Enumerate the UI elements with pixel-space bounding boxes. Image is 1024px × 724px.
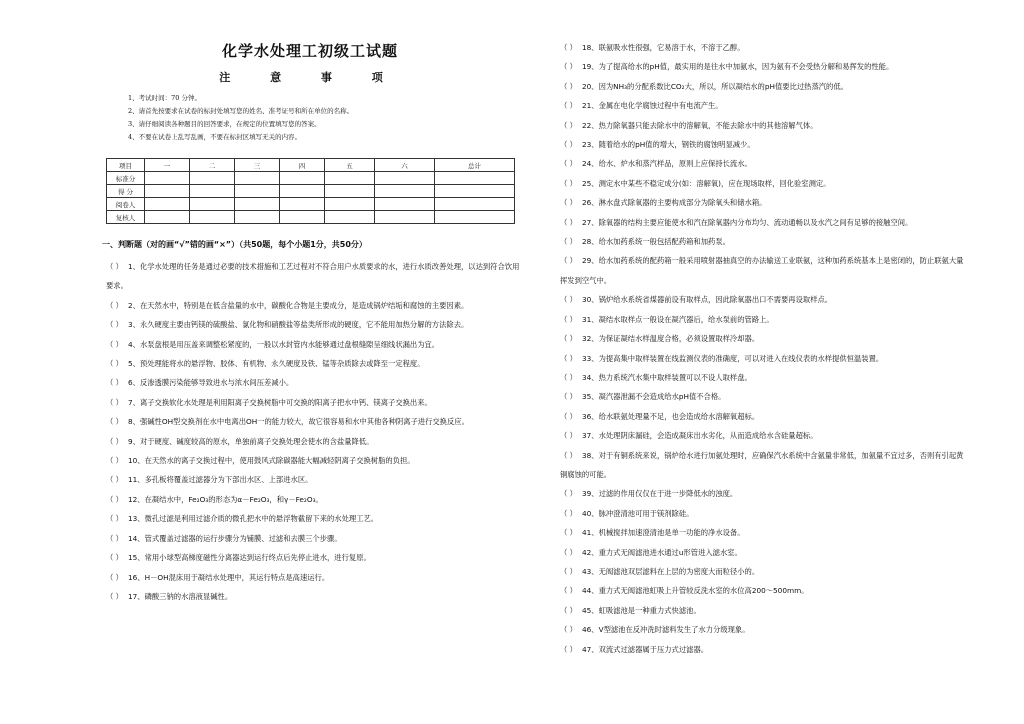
- answer-blank[interactable]: （ ）: [560, 178, 577, 188]
- answer-blank[interactable]: （ ）: [560, 392, 577, 402]
- score-cell[interactable]: [145, 211, 190, 224]
- question-item: [106, 548, 520, 567]
- score-cell[interactable]: [145, 198, 190, 211]
- row-label: 复核人: [107, 211, 145, 224]
- answer-blank[interactable]: （ ）: [560, 334, 577, 344]
- answer-blank[interactable]: （ ）: [106, 475, 123, 485]
- score-row: [107, 185, 515, 198]
- score-cell[interactable]: [190, 172, 235, 185]
- note-item: 4、不要在试卷上乱写乱画，不要在标封区填写无关的内容。: [128, 133, 302, 141]
- notice-heading: 注 意 事 项: [219, 71, 401, 84]
- answer-blank[interactable]: （ ）: [106, 397, 123, 407]
- question-text: 16、H－OH混床用于凝结水处理中，其运行特点是高速运行。: [128, 572, 330, 582]
- score-cell[interactable]: [325, 185, 375, 198]
- answer-blank[interactable]: （ ）: [106, 553, 123, 563]
- question-item: [560, 135, 970, 154]
- question-item: [560, 116, 970, 135]
- question-item: [560, 38, 970, 57]
- question-text: 41、机械搅拌加速澄清池是单一功能的净水设备。: [582, 528, 745, 538]
- answer-blank[interactable]: （ ）: [560, 566, 577, 576]
- answer-blank[interactable]: （ ）: [560, 411, 577, 421]
- note-item: 1、考试时间：70 分钟。: [128, 94, 201, 102]
- score-cell[interactable]: [190, 198, 235, 211]
- score-cell[interactable]: [235, 172, 280, 185]
- question-item: [106, 412, 520, 431]
- score-header-row: [107, 159, 515, 172]
- answer-blank[interactable]: （ ）: [560, 256, 577, 266]
- answer-blank[interactable]: （ ）: [106, 456, 123, 466]
- header-cell: 四: [280, 159, 325, 172]
- answer-blank[interactable]: （ ）: [560, 586, 577, 596]
- answer-blank[interactable]: （ ）: [106, 572, 123, 582]
- answer-blank[interactable]: （ ）: [560, 295, 577, 305]
- answer-blank[interactable]: （ ）: [560, 237, 577, 247]
- score-cell[interactable]: [375, 172, 435, 185]
- score-cell[interactable]: [435, 211, 515, 224]
- answer-blank[interactable]: （ ）: [560, 431, 577, 441]
- question-item: [560, 581, 970, 600]
- question-text: 42、重力式无阀滤池进水通过u形管进入滤水室。: [582, 547, 742, 557]
- question-item: [560, 601, 970, 620]
- question-text: 32、为保证凝结水样温度合格，必须设置取样冷却器。: [582, 334, 760, 344]
- question-item: [560, 232, 970, 251]
- question-item: [560, 523, 970, 542]
- score-cell[interactable]: [235, 198, 280, 211]
- question-item: [106, 296, 520, 315]
- score-cell[interactable]: [325, 172, 375, 185]
- answer-blank[interactable]: （ ）: [106, 262, 123, 271]
- question-item: [106, 257, 520, 296]
- question-text: 29、给水加药系统的配药箱一般采用喷射器抽真空的办法输送工业联氨，这种加药系统基本上是密闭的，防止联氨大量挥发到空气中。: [560, 256, 964, 285]
- answer-blank[interactable]: （ ）: [560, 605, 577, 615]
- question-item: [106, 529, 520, 548]
- answer-blank[interactable]: （ ）: [560, 547, 577, 557]
- answer-blank[interactable]: （ ）: [560, 217, 577, 227]
- notes-list: [128, 92, 508, 144]
- question-item: [106, 451, 520, 470]
- question-item: [560, 543, 970, 562]
- section-title: 一、判断题（对的画“√”错的画“×”）（共50题，每个小题1分，共50分）: [102, 240, 367, 249]
- question-item: [560, 368, 970, 387]
- row-label: 阅卷人: [107, 198, 145, 211]
- question-text: 35、凝汽器泄漏不会造成给水pH值不合格。: [582, 392, 726, 402]
- score-cell[interactable]: [375, 211, 435, 224]
- question-text: 36、给水联氨处理量不足，也会造成给水溶解氧超标。: [582, 411, 760, 421]
- answer-blank[interactable]: （ ）: [106, 533, 123, 543]
- header-cell: 五: [325, 159, 375, 172]
- answer-blank[interactable]: （ ）: [560, 625, 577, 635]
- answer-blank[interactable]: （ ）: [106, 300, 123, 310]
- question-list-right: [560, 38, 970, 659]
- answer-blank[interactable]: （ ）: [560, 198, 577, 208]
- answer-blank[interactable]: （ ）: [106, 339, 123, 349]
- score-cell[interactable]: [280, 185, 325, 198]
- question-item: [560, 426, 970, 445]
- header-cell: 六: [375, 159, 435, 172]
- question-item: [560, 349, 970, 368]
- question-item: [560, 251, 970, 290]
- score-cell[interactable]: [325, 211, 375, 224]
- question-text: 24、给水、炉水和蒸汽样品，原则上应保持长流水。: [582, 159, 752, 169]
- question-item: [560, 620, 970, 639]
- question-item: [560, 310, 970, 329]
- question-text: 7、离子交换软化水处理是利用阳离子交换树脂中可交换的阳离子把水中钙、镁离子交换出来。: [128, 397, 432, 407]
- answer-blank[interactable]: （ ）: [560, 120, 577, 130]
- question-item: [106, 509, 520, 528]
- score-table: [106, 158, 515, 224]
- question-text: 47、双流式过滤器属于压力式过滤器。: [582, 644, 709, 654]
- question-text: 22、热力除氧器只能去除水中的溶解氧，不能去除水中的其他溶解气体。: [582, 120, 818, 130]
- question-item: [106, 373, 520, 392]
- answer-blank[interactable]: （ ）: [560, 508, 577, 518]
- question-item: [560, 329, 970, 348]
- question-text: 13、微孔过滤是利用过滤介质的微孔把水中的悬浮物截留下来的水处理工艺。: [128, 514, 379, 524]
- score-row: [107, 211, 515, 224]
- answer-blank[interactable]: （ ）: [106, 514, 123, 524]
- question-text: 40、脉冲澄清池可用于镁剂除硅。: [582, 508, 694, 518]
- answer-blank[interactable]: （ ）: [106, 417, 123, 427]
- answer-blank[interactable]: （ ）: [106, 591, 123, 601]
- row-label: 标准分: [107, 172, 145, 185]
- question-text: 39、过滤的作用仅仅在于进一步降低水的浊度。: [582, 489, 738, 499]
- score-cell[interactable]: [235, 185, 280, 198]
- header-cell: 三: [235, 159, 280, 172]
- score-cell[interactable]: [280, 211, 325, 224]
- score-cell[interactable]: [280, 172, 325, 185]
- answer-blank[interactable]: （ ）: [106, 320, 123, 330]
- question-item: [106, 315, 520, 334]
- question-item: [560, 562, 970, 581]
- question-item: [106, 393, 520, 412]
- question-text: 43、无阀滤池双层滤料在上层的为密度大而粒径小的。: [582, 566, 760, 576]
- question-item: [560, 484, 970, 503]
- question-text: 17、磷酸三钠的水溶液显碱性。: [128, 591, 233, 601]
- header-cell: 一: [145, 159, 190, 172]
- answer-blank[interactable]: （ ）: [560, 43, 577, 52]
- question-item: [560, 504, 970, 523]
- question-text: 11、多孔板将覆盖过滤器分为下部出水区、上部进水区。: [128, 475, 313, 485]
- question-text: 23、随着给水的pH值的增大，钢铁的腐蚀明显减少。: [582, 140, 755, 150]
- question-text: 26、淋水盘式除氧器的主要构成部分为除氧头和储水箱。: [582, 198, 767, 208]
- question-text: 38、对于有铜系统来说，锅炉给水进行加氨处理时，应确保汽水系统中含氨量非常低，加氨量不宜过多，否则有引起黄铜腐蚀的可能。: [560, 450, 964, 479]
- question-text: 12、在凝结水中，Fe₂O₃的形态为α－Fe₂O₃，和γ－Fe₂O₃。: [128, 494, 323, 504]
- question-text: 28、给水加药系统一般包括配药箱和加药泵。: [582, 237, 730, 247]
- question-item: [560, 407, 970, 426]
- score-cell[interactable]: [435, 185, 515, 198]
- question-item: [560, 640, 970, 659]
- question-text: 46、V型滤池在反冲洗时滤料发生了水力分级现象。: [582, 625, 750, 635]
- question-item: [560, 193, 970, 212]
- question-text: 6、反渗透膜污染能够导致进水与浓水间压差减小。: [128, 378, 294, 388]
- answer-blank[interactable]: （ ）: [106, 494, 123, 504]
- question-text: 5、预处理能将水的悬浮物、胶体、有机物、永久硬度及铁、锰等杂质除去或降至一定程度。: [128, 359, 425, 369]
- answer-blank[interactable]: （ ）: [560, 450, 577, 460]
- question-item: [560, 57, 970, 76]
- question-text: 15、常用小球型高梯度磁性分离器达到运行终点后先停止进水，进行复原。: [128, 553, 371, 563]
- score-cell[interactable]: [280, 198, 325, 211]
- question-item: [106, 587, 520, 606]
- note-item: 2、请首先按要求在试卷的标封处填写您的姓名、准考证号和所在单位的名称。: [128, 107, 354, 115]
- header-cell: 二: [190, 159, 235, 172]
- question-text: 1、化学水处理的任务是通过必要的技术措施和工艺过程对不符合用户水质要求的水，进行水质改善处理，以达到符合饮用要求。: [106, 262, 520, 291]
- question-text: 3、永久硬度主要由钙镁的硫酸盐、氯化物和硝酸盐等盐类所形成的硬度，它不能用加热分解的方法除去。: [128, 320, 469, 330]
- answer-blank[interactable]: （ ）: [560, 489, 577, 499]
- question-text: 37、水处理阴床漏硅，会造成凝床出水劣化，从而造成给水含硅量超标。: [582, 431, 818, 441]
- score-row: [107, 172, 515, 185]
- score-cell[interactable]: [145, 172, 190, 185]
- question-item: [106, 335, 520, 354]
- question-item: [560, 174, 970, 193]
- score-cell[interactable]: [190, 185, 235, 198]
- question-text: 19、为了提高给水的pH值，最实用的是往水中加氨水，因为氨有不会受热分解和易挥发的性能。: [582, 62, 894, 72]
- question-item: [560, 96, 970, 115]
- question-list-left: [106, 257, 520, 606]
- answer-blank[interactable]: （ ）: [560, 528, 577, 538]
- score-row: [107, 198, 515, 211]
- question-item: [560, 290, 970, 309]
- note-item: 3、请仔细阅读各种题目的回答要求，在规定的位置填写您的答案。: [128, 120, 321, 128]
- answer-blank[interactable]: （ ）: [560, 644, 577, 654]
- score-cell[interactable]: [325, 198, 375, 211]
- answer-blank[interactable]: （ ）: [560, 314, 577, 324]
- question-text: 4、水泵盘根是用压盖来调整松紧度的，一般以水封管内水能够通过盘根缝隙呈细线状漏出为宜。: [128, 339, 440, 349]
- score-cell[interactable]: [375, 185, 435, 198]
- answer-blank[interactable]: （ ）: [560, 62, 577, 72]
- question-text: 18、联氨吸水性很强，它易溶于水，不溶于乙醇。: [582, 43, 745, 52]
- question-text: 10、在天然水的离子交换过程中，使用鼓风式除碳器能大幅减轻阴离子交换树脂的负担。: [128, 456, 415, 466]
- question-text: 2、在天然水中，特别是在低含盐量的水中，碳酸化合物是主要成分，是造成锅炉结垢和腐蚀的主要因素。: [128, 300, 469, 310]
- question-text: 44、重力式无阀滤池虹吸上升管较反洗水室的水位高200～500mm。: [582, 586, 809, 596]
- question-text: 14、管式覆盖过滤器的运行步骤分为铺膜、过滤和去膜三个步骤。: [128, 533, 342, 543]
- score-cell[interactable]: [190, 211, 235, 224]
- question-item: [560, 77, 970, 96]
- question-item: [106, 354, 520, 373]
- question-text: 45、虹吸滤池是一种重力式快滤池。: [582, 605, 701, 615]
- question-text: 33、为提高集中取样装置在线监测仪表的准确度，可以对进入在线仪表的水样提供恒温装置。: [582, 353, 884, 363]
- question-text: 25、测定水中某些不稳定成分(如：溶解氧)，应在现场取样，回化验室测定。: [582, 178, 831, 188]
- question-text: 9、对于硬度、碱度较高的原水，单独前离子交换处理会使水的含盐量降低。: [128, 436, 374, 446]
- question-item: [560, 387, 970, 406]
- answer-blank[interactable]: （ ）: [106, 436, 123, 446]
- exam-title: 化学水处理工初级工试题: [221, 42, 398, 60]
- question-text: 34、热力系统汽水集中取样装置可以不设人取样盘。: [582, 372, 752, 382]
- question-item: [106, 568, 520, 587]
- header-cell: 项目: [107, 159, 145, 172]
- question-item: [106, 490, 520, 509]
- score-cell[interactable]: [375, 198, 435, 211]
- answer-blank[interactable]: （ ）: [560, 353, 577, 363]
- answer-blank[interactable]: （ ）: [560, 81, 577, 91]
- question-text: 21、金属在电化学腐蚀过程中有电流产生。: [582, 101, 723, 111]
- score-cell[interactable]: [435, 198, 515, 211]
- header-cell: 总计: [435, 159, 515, 172]
- answer-blank[interactable]: （ ）: [560, 140, 577, 150]
- score-cell[interactable]: [435, 172, 515, 185]
- answer-blank[interactable]: （ ）: [106, 378, 123, 388]
- row-label: 得 分: [107, 185, 145, 198]
- question-text: 20、因为NH₃的分配系数比CO₂大，所以，所以凝结水的pH值要比过热蒸汽的低。: [582, 81, 848, 91]
- question-text: 30、锅炉给水系统省煤器前设有取样点，因此除氧器出口不需要再设取样点。: [582, 295, 833, 305]
- question-text: 31、凝结水取样点一般设在凝汽器后，给水泵前的管路上。: [582, 314, 774, 324]
- answer-blank[interactable]: （ ）: [560, 101, 577, 111]
- answer-blank[interactable]: （ ）: [560, 372, 577, 382]
- question-text: 8、强碱性OH型交换剂在水中电离出OH一的能力较大，故它很容易和水中其他各种阴离子进行交换反应。: [128, 417, 469, 427]
- question-item: [106, 470, 520, 489]
- question-item: [560, 446, 970, 485]
- question-item: [560, 213, 970, 232]
- question-item: [106, 432, 520, 451]
- answer-blank[interactable]: （ ）: [560, 159, 577, 169]
- score-cell[interactable]: [145, 185, 190, 198]
- question-text: 27、除氧器的结构主要应能使水和汽在除氧器内分布均匀、流动通畅以及水汽之间有足够的接触空间。: [582, 217, 913, 227]
- score-cell[interactable]: [235, 211, 280, 224]
- answer-blank[interactable]: （ ）: [106, 359, 123, 369]
- question-item: [560, 154, 970, 173]
